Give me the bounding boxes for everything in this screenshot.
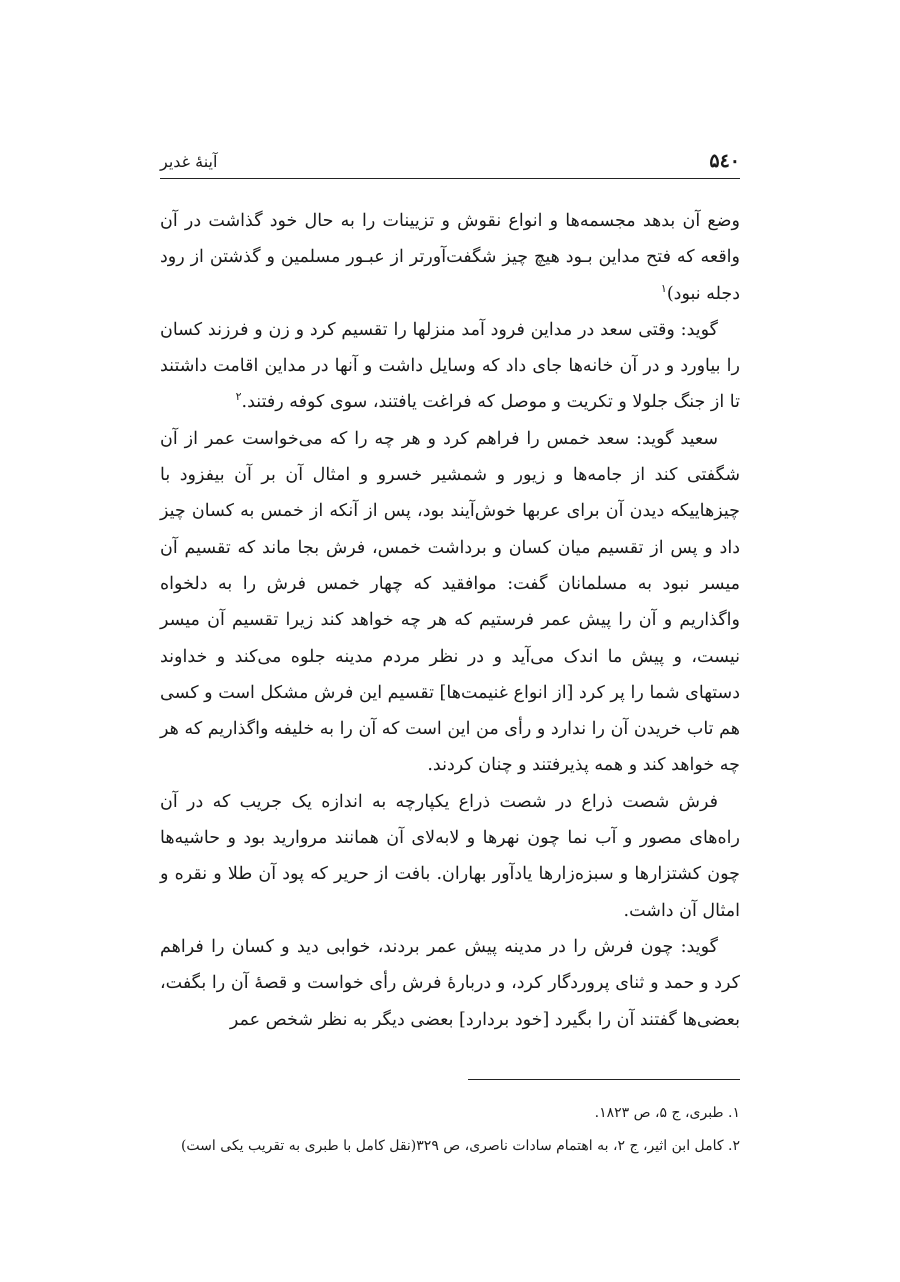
- page-header: [160, 150, 740, 180]
- page-number: ۵٤۰: [709, 150, 740, 172]
- paragraph-1: وضع آن بدهد مجسمه‌ها و انواع نقوش و تزیینات را به حال خود گذاشت در آن واقعه که فتح مداین بـود هیچ چیز شگفت‌آورتر از عبـور مسلمین و گذشتن از رود دجله نبود)$^۱$: [160, 211, 740, 304]
- paragraph-4: فرش شصت ذراع در شصت ذراع یکپارچه به اندازه یک جریب که در آن راه‌های مصور و آب نما چون نهرها و لابه‌لای آن همانند مروارید بود و حاشیه‌ها چون کشتزارها و سبزه‌زارها یادآور بهاران. بافت از حریر که پود آن طلا و نقره و امثال آن داشت.: [160, 791, 740, 921]
- footnote-ref-2: ۲: [235, 390, 242, 404]
- footnote-2: ۲. کامل ابن اثیر، ج ۲، به اهتمام سادات ناصری، ص ۳۲۹(نقل کامل با طبری به تقریب یکی است): [180, 1138, 740, 1154]
- footnote-rule: [468, 1079, 740, 1080]
- header-rule: [160, 178, 740, 179]
- paragraph-5: گوید: چون فرش را در مدینه پیش عمر بردند، خوابی دید و کسان را فراهم کرد و حمد و ثنای پروردگار کرد، و دربارهٔ فرش رأی خواست و قصهٔ آن را بگفت، بعضی‌ها گفتند آن را بگیرد [خود بردارد] بعضی دیگر به نظر شخص عمر: [160, 936, 740, 1030]
- footnotes: [130, 1097, 740, 1163]
- footnote-ref-1: ۱: [660, 281, 667, 295]
- paragraph-2: گوید: وقتی سعد در مداین فرود آمد منزلها را تقسیم کرد و زن و فرزند کسان را بیاورد و در آن خانه‌ها جای داد که وسایل داشت و آنها در مداین اقامت داشتند تا از جنگ جلولا و تکریت و موصل که فراغت یافتند، سوی کوفه رفتند.$^۲$: [160, 319, 740, 413]
- body-text: [160, 203, 740, 1038]
- paragraph-3: سعید گوید: سعد خمس را فراهم کرد و هر چه را که می‌خواست عمر از آن شگفتی کند از جامه‌ها و زیور و شمشیر خسرو و امثال آن بر آن بیفزود با چیزهاییکه دیدن آن برای عربها خوش‌آیند بود، پس از آنکه از خمس به کسان چیز داد و پس از تقسیم میان کسان و برداشت خمس، فرش بجا ماند که تقسیم آن میسر نبود به مسلمانان گفت: موافقید که چهار خمس فرش را به دلخواه واگذاریم و آن را پیش عمر فرستیم که هر چه خواهد کند زیرا تقسیم آن میسر نیست، و پیش ما اندک می‌آید و در نظر مردم مدینه جلوه می‌کند و خداوند دستهای شما را پر کرد [از انواع غنیمت‌ها] تقسیم این فرش مشکل است و کسی هم تاب خریدن آن را ندارد و رأی من این است که آن را به خلیفه واگذاریم که هر چه خواهد کند و همه پذیرفتند و چنان کردند.: [160, 428, 740, 776]
- footnote-1: ۱. طبری، ج ۵، ص ۱۸۲۳.: [594, 1105, 740, 1121]
- running-title: آینهٔ غدیر: [160, 152, 218, 171]
